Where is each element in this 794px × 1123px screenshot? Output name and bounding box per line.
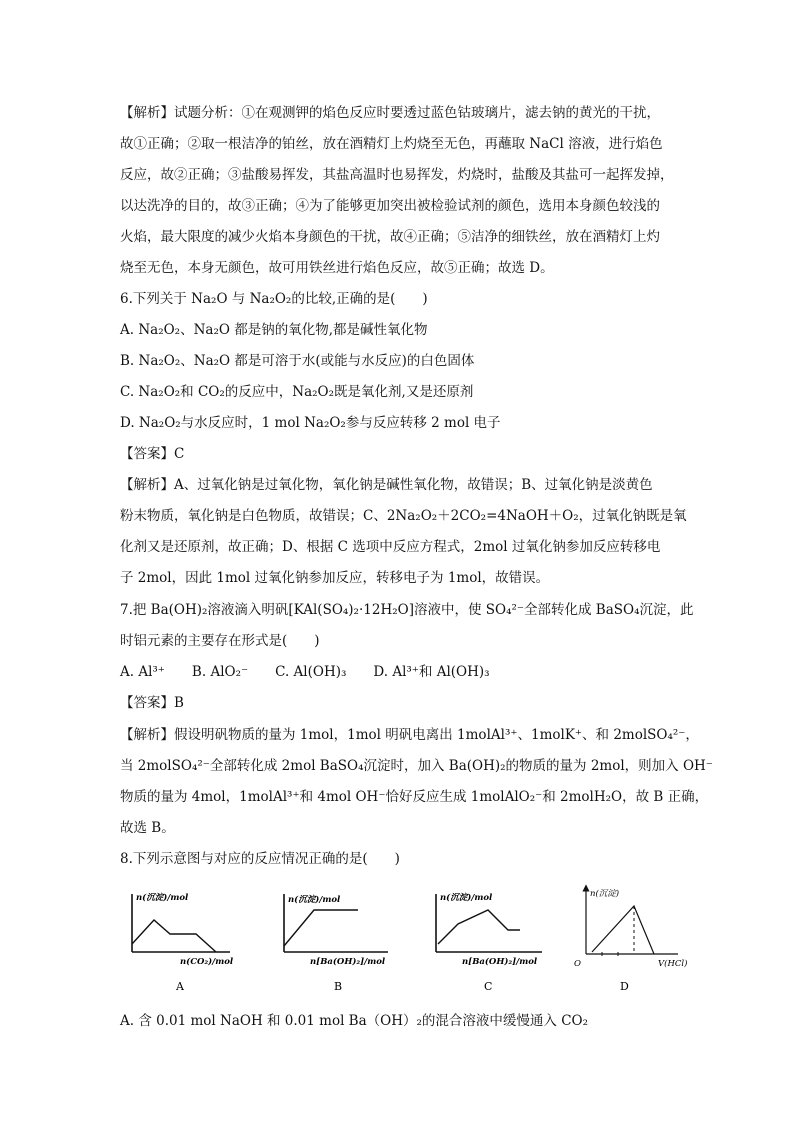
diagram-a-caption: A (176, 980, 184, 993)
question-6-answer: 【答案】C (120, 446, 185, 462)
diagram-c-curve (438, 910, 520, 944)
question-8-stem: 8.下列示意图与对应的反应情况正确的是( ) (120, 851, 400, 867)
question-7-stem-1: 7.把 Ba(OH)₂溶液滴入明矾[KAl(SO₄)₂·12H₂O]溶液中，使 SO₄²⁻全部转化成 BaSO₄沉淀，此 (120, 602, 694, 618)
diagram-a-xlabel: n(CO₂)/mol (180, 957, 234, 967)
diagram-d (574, 888, 687, 993)
question-7-analysis-4: 故选 B。 (120, 820, 175, 836)
diagram-a (132, 892, 234, 993)
question-7-answer: 【答案】B (120, 695, 184, 711)
analysis-line-5: 火焰，最大限度的减少火焰本身颜色的干扰，故④正确；⑤洁净的细铁丝，放在酒精灯上灼 (120, 229, 660, 245)
diagram-d-origin: O (574, 959, 581, 969)
question-6-analysis-1: 【解析】A、过氧化钠是过氧化物，氧化钠是碱性氧化物，故错误；B、过氧化钠是淡黄色 (120, 477, 653, 493)
diagram-b-caption: B (334, 980, 343, 993)
diagram-c (436, 892, 542, 993)
diagram-d-caption: D (620, 980, 629, 993)
question-6-option-b: B. Na₂O₂、Na₂O 都是可溶于水(或能与水反应)的白色固体 (120, 353, 475, 369)
question-6-analysis-3: 化剂又是还原剂，故正确；D、根据 C 选项中反应方程式，2mol 过氧化钠参加反应转移电 (120, 539, 661, 555)
diagram-d-ylabel: n(沉淀) (590, 889, 620, 899)
analysis-line-6: 烧至无色，本身无颜色，故可用铁丝进行焰色反应，故⑤正确；故选 D。 (120, 260, 554, 276)
diagram-d-curve (592, 906, 654, 954)
question-8-option-a: A. 含 0.01 mol NaOH 和 0.01 mol Ba（OH）₂的混合溶液中缓慢通入 CO₂ (120, 1013, 589, 1029)
question-7-analysis-1: 【解析】假设明矾物质的量为 1mol，1mol 明矾电离出 1molAl³⁺、1molK⁺、和 2molSO₄²⁻， (120, 727, 699, 743)
diagram-a-ylabel: n(沉淀)/mol (136, 893, 189, 903)
question-7-analysis-2: 当 2molSO₄²⁻全部转化成 2mol BaSO₄沉淀时，加入 Ba(OH)₂的物质的量为 2mol，则加入 OH⁻ (120, 758, 713, 774)
analysis-line-1: 【解析】试题分析：①在观测钾的焰色反应时要透过蓝色钴玻璃片，滤去钠的黄光的干扰， (120, 105, 660, 121)
analysis-line-4: 以达洗净的目的，故③正确；④为了能够更加突出被检验试剂的颜色，选用本身颜色较浅的 (120, 198, 660, 214)
question-6-analysis-4: 子 2mol，因此 1mol 过氧化钠参加反应，转移电子为 1mol，故错误。 (120, 570, 550, 586)
question-7-stem-2: 时铝元素的主要存在形式是( ) (120, 633, 320, 649)
question-6-option-c: C. Na₂O₂和 CO₂的反应中，Na₂O₂既是氧化剂,又是还原剂 (120, 384, 474, 400)
diagram-b-xlabel: n[Ba(OH)₂]/mol (310, 957, 386, 967)
question-6-analysis-2: 粉末物质，氧化钠是白色物质，故错误；C、2Na₂O₂＋2CO₂=4NaOH＋O₂，过氧化钠既是氧 (120, 508, 687, 524)
question-6-stem: 6.下列关于 Na₂O 与 Na₂O₂的比较,正确的是( ) (120, 291, 428, 307)
question-6-option-d: D. Na₂O₂与水反应时，1 mol Na₂O₂参与反应转移 2 mol 电子 (120, 415, 501, 431)
analysis-line-3: 反应，故②正确；③盐酸易挥发，其盐高温时也易挥发，灼烧时，盐酸及其盐可一起挥发掉， (120, 167, 674, 183)
question-7-analysis-3: 物质的量为 4mol，1molAl³⁺和 4mol OH⁻恰好反应生成 1molAlO₂⁻和 2molH₂O，故 B 正确， (120, 789, 709, 805)
diagram-b-ylabel: n(沉淀)/mol (288, 895, 341, 905)
question-6-option-a: A. Na₂O₂、Na₂O 都是钠的氧化物,都是碱性氧化物 (120, 322, 428, 338)
diagram-b (284, 894, 388, 993)
diagram-c-xlabel: n[Ba(OH)₂]/mol (462, 957, 538, 967)
question-7-options: A. Al³⁺ B. AlO₂⁻ C. Al(OH)₃ D. Al³⁺和 Al(OH)₃ (120, 664, 490, 680)
diagram-c-ylabel: n(沉淀)/mol (440, 893, 493, 903)
diagram-d-xlabel: V(HCl) (658, 959, 688, 969)
diagram-b-curve (284, 910, 358, 946)
diagram-a-curve (132, 920, 216, 952)
analysis-line-2: 故①正确；②取一根洁净的铂丝，放在酒精灯上灼烧至无色，再蘸取 NaCl 溶液，进行焰色 (120, 136, 663, 152)
diagram-c-caption: C (484, 980, 493, 993)
question-8-diagrams (118, 880, 688, 1000)
